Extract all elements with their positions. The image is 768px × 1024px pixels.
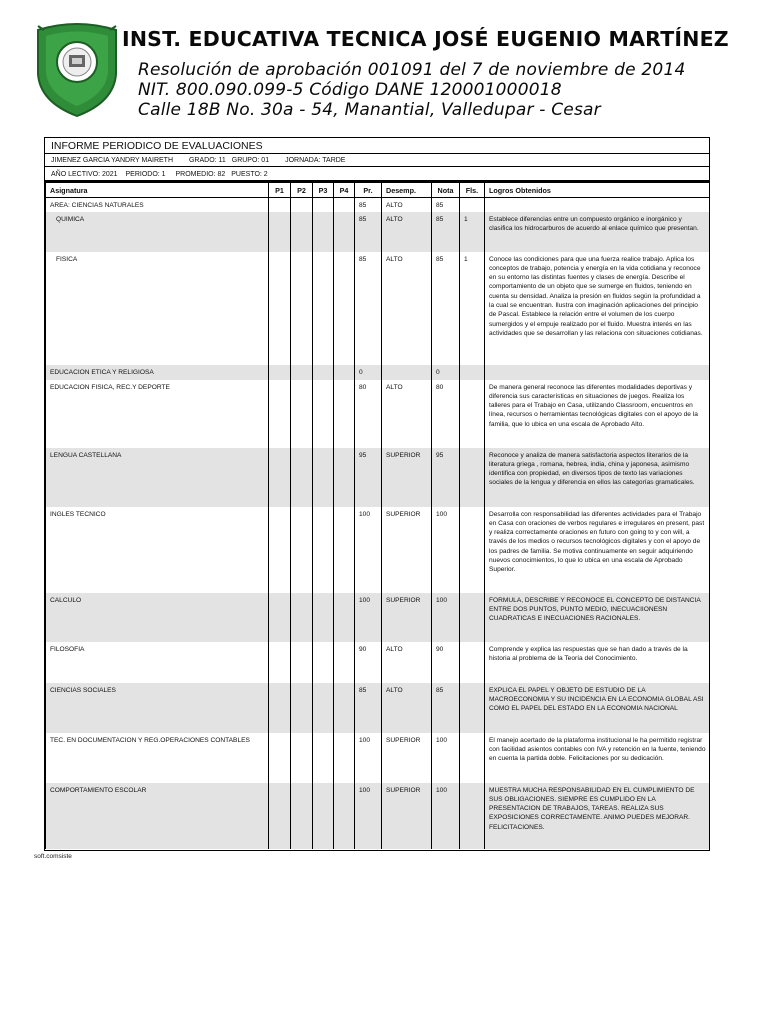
logros-cell: Desarrolla con responsabilidad las diferentes actividades para el Trabajo en Casa con oraciones de verbos regulares e irregulares en present, past y realiza correctamente oraciones en futuro con going to y con will, a través de los medios o recursos tecnológicos digitales y con el apoyo de los padres de familia. Se motiva continuamente en seguir adquiriendo nuevos conocimientos, lo que lo ubica en una escala de Aprobado Superior. [485,507,710,593]
subject-cell: FILOSOFIA [46,642,269,683]
subject-cell: COMPORTAMIENTO ESCOLAR [46,783,269,849]
table-row [46,252,710,365]
shift-label: JORNADA: TARDE [285,157,346,164]
fls-cell [460,365,485,380]
col-p4: P4 [334,183,355,198]
col-pr: Pr. [355,183,382,198]
table-row [46,783,710,849]
logros-cell: De manera general reconoce las diferentes modalidades deportivas y diferencia sus características en situaciones de juegos. Realiza los talleres para el Trabajo en Casa, utilizando Classroom, encuentros en línea, recursos o herramientas tecnológicas digitales con el apoyo de la familia, que lo ubica en una escala de Aprobado Alto. [485,380,710,448]
report-card [44,137,710,851]
nota-cell: 100 [432,783,460,849]
pr-cell: 85 [355,683,382,733]
desemp-cell: SUPERIOR [382,593,432,642]
subject-cell: CALCULO [46,593,269,642]
pr-cell: 90 [355,642,382,683]
nota-cell: 85 [432,212,460,252]
table-row [46,198,710,212]
subject-cell: EDUCACION FISICA, REC.Y DEPORTE [46,380,269,448]
logros-cell: El manejo acertado de la plataforma institucional le ha permitido registrar con facilidad asientos contables con IVA y retención en la fuente, teniendo en cuenta la partida doble. Felicitaciones por su dedicación. [485,733,710,783]
col-p3: P3 [313,183,334,198]
pr-cell: 100 [355,733,382,783]
pr-cell: 80 [355,380,382,448]
nit-line: NIT. 800.090.099-5 Código DANE 120001000018 [138,80,562,100]
table-row [46,733,710,783]
col-nota: Nota [432,183,460,198]
student-info-row [45,154,709,167]
nota-cell: 100 [432,593,460,642]
fls-cell [460,198,485,212]
desemp-cell: ALTO [382,252,432,365]
desemp-cell: SUPERIOR [382,507,432,593]
col-logros: Logros Obtenidos [485,183,710,198]
fls-cell [460,448,485,507]
subject-cell: AREA: CIENCIAS NATURALES [46,198,269,212]
subject-cell: CIENCIAS SOCIALES [46,683,269,733]
col-p1: P1 [269,183,291,198]
nota-cell: 100 [432,733,460,783]
desemp-cell: ALTO [382,198,432,212]
pr-cell: 100 [355,593,382,642]
period-info-row [45,168,709,182]
logros-cell: Establece diferencias entre un compuesto orgánico e inorgánico y clasifica los hidrocarburos de acuerdo al enlace químico que presentan. [485,212,710,252]
desemp-cell: ALTO [382,212,432,252]
school-year: AÑO LECTIVO: 2021 [51,171,118,178]
school-name: INST. EDUCATIVA TECNICA JOSÉ EUGENIO MARTÍNEZ [122,27,729,51]
nota-cell: 85 [432,198,460,212]
desemp-cell: SUPERIOR [382,783,432,849]
col-asignatura: Asignatura [46,183,269,198]
fls-cell: 1 [460,252,485,365]
grades-table [45,182,710,849]
period-label: PERIODO: 1 [125,171,166,178]
table-row [46,365,710,380]
rank-label: PUESTO: 2 [231,171,268,178]
logros-cell: EXPLICA EL PAPEL Y OBJETO DE ESTUDIO DE LA MACROECONOMIA Y SU INCIDENCIA EN LA ECONOMIA GLOBAL ASI COMO EL PAPEL DEL ESTADO EN LA ECONOMIA NACIONAL [485,683,710,733]
fls-cell [460,783,485,849]
nota-cell: 100 [432,507,460,593]
school-crest-icon [34,22,120,118]
pr-cell: 100 [355,783,382,849]
pr-cell: 100 [355,507,382,593]
desemp-cell: SUPERIOR [382,448,432,507]
subject-cell: INGLES TECNICO [46,507,269,593]
fls-cell [460,380,485,448]
subject-cell: QUIMICA [46,212,269,252]
pr-cell: 95 [355,448,382,507]
table-row [46,448,710,507]
nota-cell: 90 [432,642,460,683]
desemp-cell [382,365,432,380]
desemp-cell: SUPERIOR [382,733,432,783]
pr-cell: 0 [355,365,382,380]
subject-cell: TEC. EN DOCUMENTACION Y REG.OPERACIONES CONTABLES [46,733,269,783]
address-line: Calle 18B No. 30a - 54, Manantial, Valledupar - Cesar [138,100,601,120]
nota-cell: 0 [432,365,460,380]
logros-cell: FORMULA, DESCRIBE Y RECONOCE EL CONCEPTO DE DISTANCIA ENTRE DOS PUNTOS, PUNTO MEDIO, INECUACIIONESN CUADRATICAS E INECUACIONES RACIONALES. [485,593,710,642]
desemp-cell: ALTO [382,683,432,733]
fls-cell [460,642,485,683]
group-label: GRUPO: 01 [231,157,270,164]
average-label: PROMEDIO: 82 [175,171,226,178]
col-desemp: Desemp. [382,183,432,198]
table-row [46,683,710,733]
logros-cell: Reconoce y analiza de manera satisfactoria aspectos literarios de la literatura griega , romana, hebrea, india, china y japonesa, asimismo identifica con propiedad, en diversos tipos de texto las variaciones sociales de la lengua y diferencia en ellos las categorías gramaticales. [485,448,710,507]
nota-cell: 85 [432,252,460,365]
table-header-row [46,183,710,198]
report-title: INFORME PERIODICO DE EVALUACIONES [45,138,709,154]
fls-cell [460,593,485,642]
footer-credit: soft.comsiste [34,853,72,860]
table-row [46,507,710,593]
grade-label: GRADO: 11 [188,157,226,164]
logros-cell [485,365,710,380]
desemp-cell: ALTO [382,380,432,448]
logros-cell [485,198,710,212]
logros-cell: Comprende y explica las respuestas que se han dado a través de la historia al problema de la Teoría del Conocimiento. [485,642,710,683]
subject-cell: LENGUA CASTELLANA [46,448,269,507]
table-row [46,380,710,448]
fls-cell [460,683,485,733]
pr-cell: 85 [355,198,382,212]
table-row [46,212,710,252]
logros-cell: MUESTRA MUCHA RESPONSABILIDAD EN EL CUMPLIMIENTO DE SUS OBLIGACIONES. SIEMPRE ES CUMPLIDO EN LA PRESENTACION DE TRABAJOS, TAREAS. REALIZA SUS EXPOSICIONES CORRECTAMENTE. ANIMO PUEDES MEJORAR. FELICITACIONES. [485,783,710,849]
nota-cell: 80 [432,380,460,448]
pr-cell: 85 [355,252,382,365]
pr-cell: 85 [355,212,382,252]
desemp-cell: ALTO [382,642,432,683]
subject-cell: EDUCACION ETICA Y RELIGIOSA [46,365,269,380]
student-name: JIMENEZ GARCIA YANDRY MAIRETH [51,157,174,164]
nota-cell: 85 [432,683,460,733]
logros-cell: Conoce las condiciones para que una fuerza realice trabajo. Aplica los conceptos de trabajo, potencia y energía en la vida cotidiana y reconoce en su entorno las distintas fuentes y clases de energía. Describe el comportamiento de un objeto que se sumerge en fluidos, teniendo en cuenta su densidad. Analiza la presión en fluidos según la profundidad a la cual se encuentran. Ilustra con imaginación aplicaciones del principio de Pascal. Establece la relación entre el volumen de los cuerpo sumergidos y el empuje realizado por el fluido. Muestra interés en las actividades que se desarrollan y las relaciona con situaciones cotidianas. [485,252,710,365]
document-header [0,0,768,130]
nota-cell: 95 [432,448,460,507]
fls-cell [460,733,485,783]
fls-cell [460,507,485,593]
fls-cell: 1 [460,212,485,252]
col-fls: Fls. [460,183,485,198]
subject-cell: FISICA [46,252,269,365]
col-p2: P2 [291,183,313,198]
table-row [46,593,710,642]
table-row [46,642,710,683]
resolution-line: Resolución de aprobación 001091 del 7 de noviembre de 2014 [138,60,686,80]
